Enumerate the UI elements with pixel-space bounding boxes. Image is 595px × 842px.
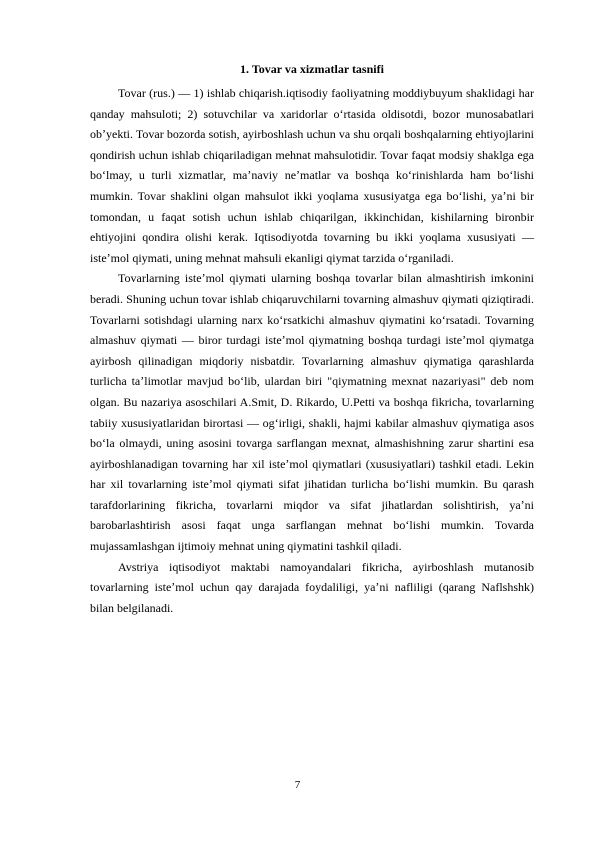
paragraph-austrian-school: Avstriya iqtisodiyot maktabi namoyandalari fikricha, ayirboshlash mutanosib tovarlarning isteʼmol uchun qay darajada foydaliligi, yaʼni nafliligi (qarang Naflshshk) bilan belgilanadi. bbox=[90, 559, 534, 615]
paragraph-tovar-definition: Tovar (rus.) — 1) ishlab chiqarish.iqtisodiy faoliyatning moddiybuyum shaklidagi har qanday mahsuloti; 2) sotuvchilar va xaridorlar oʻrtasida oldisotdi, bozor munosabatlari obʼyekti. Tovar bozorda sotish, ayirboshlash uchun va shu orqali boshqalarning ehtiyojlarini qondirish uchun ishlab chiqariladigan mehnat mahsulotidir. Tovar faqat modsiy shaklga ega boʻlmay, u turli xizmatlar, maʼnaviy neʼmatlar va boshqa koʻrinishlarda ham boʻlishi mumkin. Tovar shaklini olgan mahsulot ikki yoqlama xususiyatga ega boʻlishi, yaʼni bir tomondan, u faqat sotish uchun ishlab chiqarilgan, ikkinchidan, kishilarning bironbir ehtiyojini qondira olishi kerak. Iqtisodiyotda tovarning bu ikki yoqlama xususiyati — isteʼmol qiymati, uning mehnat mahsuli ekanligi qiymat tarzida oʻrganiladi. bbox=[90, 86, 534, 265]
paragraph-exchange-value: Tovarlarning isteʼmol qiymati ularning boshqa tovarlar bilan almashtirish imkonini beradi. Shuning uchun tovar ishlab chiqaruvchilarni tovarning almashuv qiymati qiziqtiradi. Tovarlarni sotishdagi ularning narx koʻrsatkichi almashuv qiymatini koʻrsatadi. Tovarning almashuv qiymati — biror turdagi isteʼmol qiymatning boshqa turdagi isteʼmol qiymatga ayirbosh qilinadigan miqdoriy nisbatdir. Tovarlarning almashuv qiymatiga qarashlarda turlicha taʼlimotlar mavjud boʻlib, ulardan biri "qiymatning mexnat nazariyasi" deb nom olgan. Bu nazariya asoschilari A.Smit, D. Rikardo, U.Petti va boshqa fikricha, tovarlarning tabiiy xususiyatlaridan birortasi — ogʻirligi, shakli, hajmi kabilar almashuv qiymatiga asos boʻla olmaydi, uning asosini tovarga sarflangan mexnat, almashishning zarur shartini esa ayirboshlanadigan tovarning har xil isteʼmol qiymatlari (xususiyatlari) tashkil etadi. Lekin har xil tovarlarning isteʼmol qiymati sifat jihatidan turlicha boʻlishi mumkin. Bu qarash tarafdorlarining fikricha, tovarlarni miqdor va sifat jihatlardan solishtirish, yaʼni barobarlashtirish asosi faqat unga sarflangan mehnat boʻlishi mumkin. Tovarda mujassamlashgan ijtimoiy mehnat uning qiymatini tashkil qiladi. bbox=[90, 271, 534, 554]
page-number: 7 bbox=[294, 779, 301, 791]
document-body bbox=[90, 62, 534, 618]
section-title: 1. Tovar va xizmatlar tasnifi bbox=[240, 62, 384, 76]
